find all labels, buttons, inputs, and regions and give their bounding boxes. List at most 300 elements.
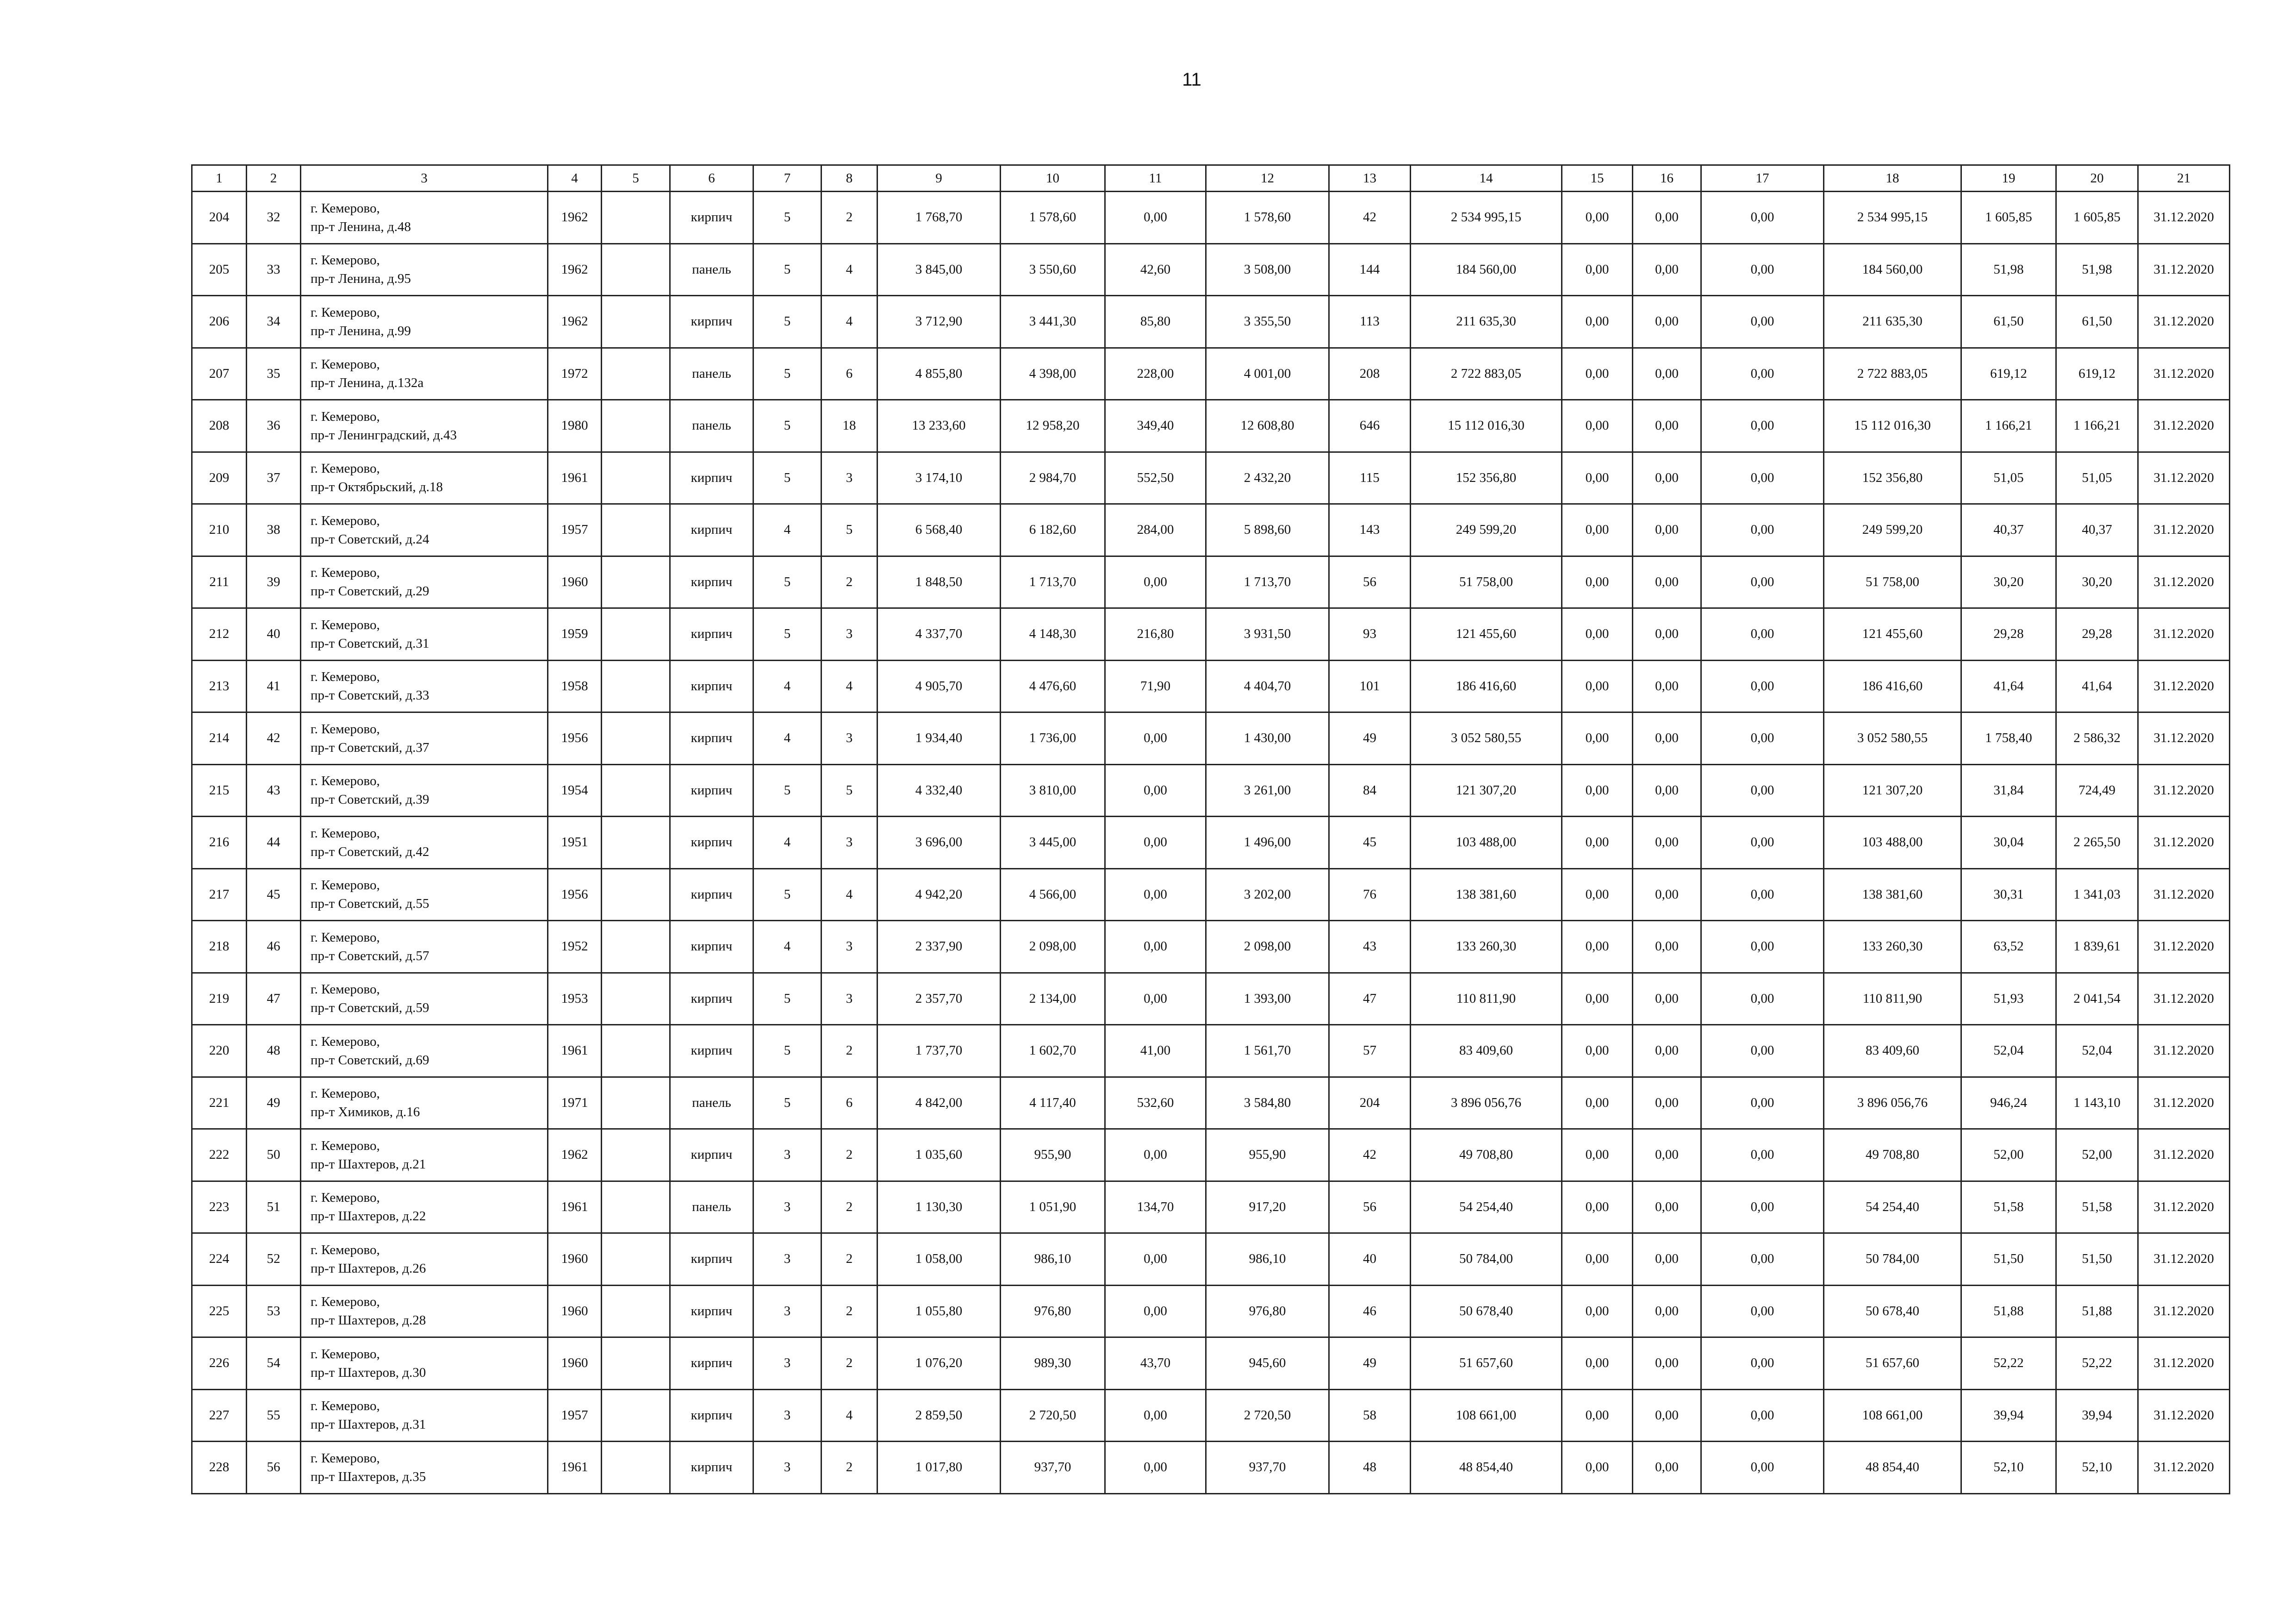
table-cell-col-14: 2 534 995,15 [1411, 192, 1562, 244]
table-cell-col-8: 2 [821, 1233, 877, 1286]
table-cell-col-12: 2 720,50 [1206, 1389, 1329, 1442]
table-cell-col-19: 52,10 [1961, 1442, 2056, 1494]
address-cell [301, 1389, 548, 1442]
table-cell-col-4: 1959 [548, 608, 602, 661]
address-line: г. Кемерово, [311, 1242, 380, 1257]
table-cell-col-19: 51,58 [1961, 1181, 2056, 1233]
table-cell-col-7: 5 [753, 973, 821, 1025]
table-cell-col-11: 0,00 [1105, 1442, 1206, 1494]
table-cell-col-4: 1951 [548, 817, 602, 869]
address-line: г. Кемерово, [311, 200, 380, 216]
table-cell-col-17: 0,00 [1701, 296, 1824, 348]
table-cell-col-21: 31.12.2020 [2138, 764, 2230, 817]
table-cell-col-14: 249 599,20 [1411, 504, 1562, 556]
address-cell [301, 1181, 548, 1233]
table-cell-col-12: 1 713,70 [1206, 556, 1329, 608]
table-cell-col-12: 1 561,70 [1206, 1025, 1329, 1077]
table-cell-col-8: 2 [821, 1285, 877, 1337]
table-cell-col-19: 946,24 [1961, 1077, 2056, 1129]
table-cell-col-4: 1980 [548, 400, 602, 452]
table-cell-col-10: 4 476,60 [1001, 660, 1105, 712]
address-line: пр-т Шахтеров, д.28 [311, 1313, 426, 1328]
table-cell-col-20: 52,10 [2056, 1442, 2138, 1494]
table-cell-col-4: 1962 [548, 1129, 602, 1181]
table-cell-col-5 [602, 1181, 670, 1233]
table-cell-col-13: 42 [1329, 192, 1411, 244]
table-cell-col-4: 1961 [548, 452, 602, 504]
table-cell-col-16: 0,00 [1633, 712, 1701, 765]
table-cell-col-15: 0,00 [1562, 192, 1633, 244]
table-cell-col-16: 0,00 [1633, 973, 1701, 1025]
table-cell-col-18: 110 811,90 [1824, 973, 1961, 1025]
table-cell-col-21: 31.12.2020 [2138, 608, 2230, 661]
table-cell-col-5 [602, 764, 670, 817]
table-cell-col-7: 5 [753, 1025, 821, 1077]
table-cell-col-5 [602, 400, 670, 452]
table-cell-col-6: кирпич [670, 296, 753, 348]
table-cell-col-6: кирпич [670, 504, 753, 556]
address-line: г. Кемерово, [311, 878, 380, 893]
table-cell-col-2: 34 [247, 296, 301, 348]
address-cell [301, 660, 548, 712]
table-cell-col-18: 108 661,00 [1824, 1389, 1961, 1442]
table-cell-col-14: 83 409,60 [1411, 1025, 1562, 1077]
table-cell-col-11: 0,00 [1105, 764, 1206, 817]
table-cell-col-1: 225 [192, 1285, 247, 1337]
address-line: пр-т Шахтеров, д.22 [311, 1209, 426, 1224]
table-cell-col-14: 110 811,90 [1411, 973, 1562, 1025]
table-cell-col-1: 209 [192, 452, 247, 504]
table-cell-col-12: 3 202,00 [1206, 868, 1329, 921]
table-cell-col-21: 31.12.2020 [2138, 1337, 2230, 1390]
table-cell-col-2: 49 [247, 1077, 301, 1129]
table-cell-col-7: 5 [753, 400, 821, 452]
table-cell-col-10: 1 051,90 [1001, 1181, 1105, 1233]
table-cell-col-2: 35 [247, 348, 301, 400]
table-row [192, 764, 2230, 817]
table-cell-col-7: 5 [753, 1077, 821, 1129]
table-cell-col-20: 51,50 [2056, 1233, 2138, 1286]
address-line: г. Кемерово, [311, 721, 380, 737]
table-cell-col-4: 1962 [548, 192, 602, 244]
table-cell-col-15: 0,00 [1562, 1285, 1633, 1337]
table-cell-col-20: 51,05 [2056, 452, 2138, 504]
address-line: г. Кемерово, [311, 1294, 380, 1310]
address-cell [301, 1285, 548, 1337]
table-cell-col-11: 71,90 [1105, 660, 1206, 712]
table-cell-col-18: 186 416,60 [1824, 660, 1961, 712]
table-cell-col-12: 3 584,80 [1206, 1077, 1329, 1129]
table-cell-col-19: 52,04 [1961, 1025, 2056, 1077]
table-cell-col-4: 1952 [548, 921, 602, 973]
table-cell-col-21: 31.12.2020 [2138, 1025, 2230, 1077]
table-cell-col-5 [602, 1077, 670, 1129]
table-cell-col-2: 43 [247, 764, 301, 817]
page-number: 11 [1182, 69, 1201, 90]
table-cell-col-15: 0,00 [1562, 1442, 1633, 1494]
table-cell-col-9: 4 337,70 [877, 608, 1001, 661]
table-cell-col-13: 204 [1329, 1077, 1411, 1129]
table-cell-col-12: 3 261,00 [1206, 764, 1329, 817]
table-row [192, 1233, 2230, 1286]
table-cell-col-13: 113 [1329, 296, 1411, 348]
table-cell-col-11: 0,00 [1105, 1285, 1206, 1337]
table-cell-col-20: 52,22 [2056, 1337, 2138, 1390]
table-cell-col-21: 31.12.2020 [2138, 1181, 2230, 1233]
table-cell-col-2: 44 [247, 817, 301, 869]
table-cell-col-19: 30,20 [1961, 556, 2056, 608]
table-cell-col-1: 218 [192, 921, 247, 973]
table-cell-col-11: 41,00 [1105, 1025, 1206, 1077]
address-cell [301, 244, 548, 296]
table-cell-col-18: 54 254,40 [1824, 1181, 1961, 1233]
table-cell-col-13: 45 [1329, 817, 1411, 869]
address-line: пр-т Советский, д.37 [311, 740, 429, 755]
table-cell-col-6: панель [670, 348, 753, 400]
table-cell-col-9: 1 017,80 [877, 1442, 1001, 1494]
table-cell-col-13: 43 [1329, 921, 1411, 973]
table-cell-col-19: 30,31 [1961, 868, 2056, 921]
address-line: пр-т Советский, д.31 [311, 636, 429, 651]
column-header-1: 1 [192, 165, 247, 192]
table-cell-col-18: 184 560,00 [1824, 244, 1961, 296]
table-cell-col-4: 1953 [548, 973, 602, 1025]
table-header [192, 165, 2230, 192]
table-cell-col-4: 1960 [548, 556, 602, 608]
address-line: пр-т Шахтеров, д.30 [311, 1365, 426, 1380]
table-cell-col-21: 31.12.2020 [2138, 192, 2230, 244]
table-cell-col-9: 1 737,70 [877, 1025, 1001, 1077]
table-cell-col-10: 3 441,30 [1001, 296, 1105, 348]
table-cell-col-13: 47 [1329, 973, 1411, 1025]
table-row [192, 1337, 2230, 1390]
table-cell-col-18: 133 260,30 [1824, 921, 1961, 973]
table-cell-col-16: 0,00 [1633, 1025, 1701, 1077]
table-cell-col-7: 3 [753, 1389, 821, 1442]
table-cell-col-21: 31.12.2020 [2138, 1442, 2230, 1494]
table-cell-col-17: 0,00 [1701, 504, 1824, 556]
column-header-19: 19 [1961, 165, 2056, 192]
table-cell-col-1: 215 [192, 764, 247, 817]
table-cell-col-6: панель [670, 400, 753, 452]
address-cell [301, 921, 548, 973]
table-cell-col-13: 46 [1329, 1285, 1411, 1337]
table-cell-col-12: 3 931,50 [1206, 608, 1329, 661]
table-cell-col-16: 0,00 [1633, 348, 1701, 400]
table-cell-col-12: 1 393,00 [1206, 973, 1329, 1025]
address-line: пр-т Советский, д.29 [311, 584, 429, 599]
table-cell-col-2: 41 [247, 660, 301, 712]
address-cell [301, 973, 548, 1025]
table-cell-col-19: 39,94 [1961, 1389, 2056, 1442]
table-cell-col-1: 207 [192, 348, 247, 400]
address-line: пр-т Ленина, д.48 [311, 219, 411, 234]
table-cell-col-21: 31.12.2020 [2138, 817, 2230, 869]
table-cell-col-12: 986,10 [1206, 1233, 1329, 1286]
address-cell [301, 452, 548, 504]
table-cell-col-6: кирпич [670, 712, 753, 765]
column-header-10: 10 [1001, 165, 1105, 192]
table-cell-col-11: 0,00 [1105, 973, 1206, 1025]
table-cell-col-9: 3 696,00 [877, 817, 1001, 869]
table-cell-col-19: 52,00 [1961, 1129, 2056, 1181]
table-row [192, 244, 2230, 296]
table-cell-col-13: 57 [1329, 1025, 1411, 1077]
table-cell-col-6: кирпич [670, 973, 753, 1025]
table-cell-col-16: 0,00 [1633, 556, 1701, 608]
table-cell-col-14: 2 722 883,05 [1411, 348, 1562, 400]
table-cell-col-21: 31.12.2020 [2138, 1233, 2230, 1286]
table-cell-col-8: 2 [821, 192, 877, 244]
table-cell-col-10: 12 958,20 [1001, 400, 1105, 452]
table-cell-col-18: 48 854,40 [1824, 1442, 1961, 1494]
table-cell-col-8: 3 [821, 817, 877, 869]
address-cell [301, 1337, 548, 1390]
table-row [192, 973, 2230, 1025]
address-line: г. Кемерово, [311, 1138, 380, 1153]
table-cell-col-18: 49 708,80 [1824, 1129, 1961, 1181]
table-cell-col-9: 1 055,80 [877, 1285, 1001, 1337]
table-row [192, 817, 2230, 869]
table-cell-col-20: 39,94 [2056, 1389, 2138, 1442]
table-cell-col-16: 0,00 [1633, 1285, 1701, 1337]
table-cell-col-8: 2 [821, 1442, 877, 1494]
table-cell-col-21: 31.12.2020 [2138, 296, 2230, 348]
table-cell-col-2: 53 [247, 1285, 301, 1337]
address-line: г. Кемерово, [311, 1346, 380, 1362]
table-cell-col-17: 0,00 [1701, 1389, 1824, 1442]
table-cell-col-20: 1 143,10 [2056, 1077, 2138, 1129]
table-cell-col-14: 186 416,60 [1411, 660, 1562, 712]
address-line: г. Кемерово, [311, 461, 380, 476]
table-cell-col-8: 18 [821, 400, 877, 452]
table-cell-col-8: 2 [821, 1129, 877, 1181]
table-cell-col-17: 0,00 [1701, 1025, 1824, 1077]
address-line: г. Кемерово, [311, 774, 380, 789]
address-line: г. Кемерово, [311, 825, 380, 841]
table-cell-col-15: 0,00 [1562, 504, 1633, 556]
table-cell-col-15: 0,00 [1562, 973, 1633, 1025]
table-cell-col-21: 31.12.2020 [2138, 1077, 2230, 1129]
table-cell-col-9: 1 035,60 [877, 1129, 1001, 1181]
address-line: г. Кемерово, [311, 565, 380, 581]
table-cell-col-15: 0,00 [1562, 1337, 1633, 1390]
table-cell-col-2: 52 [247, 1233, 301, 1286]
table-row [192, 1181, 2230, 1233]
table-cell-col-1: 212 [192, 608, 247, 661]
table-cell-col-17: 0,00 [1701, 1181, 1824, 1233]
table-cell-col-4: 1956 [548, 868, 602, 921]
table-cell-col-15: 0,00 [1562, 921, 1633, 973]
table-cell-col-1: 222 [192, 1129, 247, 1181]
table-cell-col-10: 4 398,00 [1001, 348, 1105, 400]
table-cell-col-19: 52,22 [1961, 1337, 2056, 1390]
table-cell-col-11: 532,60 [1105, 1077, 1206, 1129]
address-cell [301, 296, 548, 348]
table-cell-col-7: 3 [753, 1233, 821, 1286]
table-cell-col-20: 51,58 [2056, 1181, 2138, 1233]
table-cell-col-10: 2 984,70 [1001, 452, 1105, 504]
table-cell-col-20: 61,50 [2056, 296, 2138, 348]
table-cell-col-11: 0,00 [1105, 921, 1206, 973]
table-row [192, 1285, 2230, 1337]
table-cell-col-15: 0,00 [1562, 764, 1633, 817]
table-cell-col-17: 0,00 [1701, 1129, 1824, 1181]
table-cell-col-10: 2 134,00 [1001, 973, 1105, 1025]
table-cell-col-17: 0,00 [1701, 1233, 1824, 1286]
table-cell-col-15: 0,00 [1562, 868, 1633, 921]
table-cell-col-5 [602, 296, 670, 348]
address-line: пр-т Советский, д.39 [311, 792, 429, 807]
table-cell-col-17: 0,00 [1701, 1442, 1824, 1494]
table-cell-col-8: 5 [821, 504, 877, 556]
table-cell-col-15: 0,00 [1562, 1181, 1633, 1233]
table-cell-col-20: 51,98 [2056, 244, 2138, 296]
table-cell-col-1: 208 [192, 400, 247, 452]
table-cell-col-18: 152 356,80 [1824, 452, 1961, 504]
table-cell-col-13: 42 [1329, 1129, 1411, 1181]
address-cell [301, 504, 548, 556]
address-line: пр-т Шахтеров, д.21 [311, 1156, 426, 1172]
table-cell-col-12: 1 578,60 [1206, 192, 1329, 244]
table-cell-col-19: 51,05 [1961, 452, 2056, 504]
address-cell [301, 817, 548, 869]
address-line: пр-т Советский, д.55 [311, 896, 429, 912]
table-cell-col-4: 1954 [548, 764, 602, 817]
table-row [192, 452, 2230, 504]
table-cell-col-5 [602, 1442, 670, 1494]
table-cell-col-4: 1960 [548, 1337, 602, 1390]
table-cell-col-9: 1 076,20 [877, 1337, 1001, 1390]
table-cell-col-16: 0,00 [1633, 192, 1701, 244]
address-line: пр-т Советский, д.59 [311, 1000, 429, 1016]
table-cell-col-21: 31.12.2020 [2138, 504, 2230, 556]
table-cell-col-21: 31.12.2020 [2138, 660, 2230, 712]
table-cell-col-13: 208 [1329, 348, 1411, 400]
column-header-18: 18 [1824, 165, 1961, 192]
table-cell-col-18: 211 635,30 [1824, 296, 1961, 348]
table-cell-col-11: 0,00 [1105, 1389, 1206, 1442]
table-cell-col-6: кирпич [670, 1285, 753, 1337]
table-cell-col-1: 216 [192, 817, 247, 869]
address-cell [301, 556, 548, 608]
table-cell-col-14: 3 896 056,76 [1411, 1077, 1562, 1129]
table-cell-col-11: 0,00 [1105, 1129, 1206, 1181]
table-cell-col-13: 49 [1329, 1337, 1411, 1390]
table-cell-col-6: панель [670, 1181, 753, 1233]
table-cell-col-16: 0,00 [1633, 1129, 1701, 1181]
table-cell-col-11: 42,60 [1105, 244, 1206, 296]
table-cell-col-6: кирпич [670, 1389, 753, 1442]
table-row [192, 348, 2230, 400]
table-cell-col-8: 3 [821, 452, 877, 504]
table-cell-col-19: 51,88 [1961, 1285, 2056, 1337]
table-cell-col-8: 3 [821, 921, 877, 973]
table-cell-col-18: 51 758,00 [1824, 556, 1961, 608]
column-header-7: 7 [753, 165, 821, 192]
table-cell-col-8: 4 [821, 296, 877, 348]
column-header-21: 21 [2138, 165, 2230, 192]
table-cell-col-17: 0,00 [1701, 868, 1824, 921]
table-cell-col-9: 2 859,50 [877, 1389, 1001, 1442]
table-cell-col-19: 63,52 [1961, 921, 2056, 973]
table-cell-col-17: 0,00 [1701, 1337, 1824, 1390]
table-cell-col-5 [602, 556, 670, 608]
column-header-20: 20 [2056, 165, 2138, 192]
address-cell [301, 712, 548, 765]
table-row [192, 608, 2230, 661]
table-cell-col-14: 184 560,00 [1411, 244, 1562, 296]
table-cell-col-16: 0,00 [1633, 868, 1701, 921]
table-cell-col-7: 5 [753, 192, 821, 244]
table-cell-col-15: 0,00 [1562, 1025, 1633, 1077]
table-cell-col-13: 48 [1329, 1442, 1411, 1494]
table-cell-col-6: кирпич [670, 608, 753, 661]
table-cell-col-20: 52,04 [2056, 1025, 2138, 1077]
table-cell-col-16: 0,00 [1633, 504, 1701, 556]
address-line: г. Кемерово, [311, 1034, 380, 1049]
table-cell-col-21: 31.12.2020 [2138, 973, 2230, 1025]
column-header-12: 12 [1206, 165, 1329, 192]
table-cell-col-1: 217 [192, 868, 247, 921]
table-cell-col-18: 138 381,60 [1824, 868, 1961, 921]
table-cell-col-12: 917,20 [1206, 1181, 1329, 1233]
table-cell-col-2: 33 [247, 244, 301, 296]
table-cell-col-20: 724,49 [2056, 764, 2138, 817]
table-cell-col-17: 0,00 [1701, 348, 1824, 400]
address-line: г. Кемерово, [311, 1190, 380, 1206]
address-line: г. Кемерово, [311, 982, 380, 997]
column-header-4: 4 [548, 165, 602, 192]
table-cell-col-20: 619,12 [2056, 348, 2138, 400]
table-cell-col-17: 0,00 [1701, 712, 1824, 765]
table-cell-col-8: 2 [821, 1181, 877, 1233]
table-cell-col-14: 54 254,40 [1411, 1181, 1562, 1233]
table-cell-col-17: 0,00 [1701, 921, 1824, 973]
table-cell-col-1: 211 [192, 556, 247, 608]
table-cell-col-2: 46 [247, 921, 301, 973]
table-cell-col-4: 1960 [548, 1233, 602, 1286]
table-cell-col-1: 213 [192, 660, 247, 712]
table-cell-col-9: 3 174,10 [877, 452, 1001, 504]
table-cell-col-13: 56 [1329, 556, 1411, 608]
table-cell-col-14: 51 657,60 [1411, 1337, 1562, 1390]
table-cell-col-4: 1962 [548, 244, 602, 296]
table-cell-col-18: 83 409,60 [1824, 1025, 1961, 1077]
table-cell-col-6: кирпич [670, 1025, 753, 1077]
address-line: пр-т Шахтеров, д.35 [311, 1469, 426, 1484]
table-cell-col-19: 51,93 [1961, 973, 2056, 1025]
table-cell-col-7: 4 [753, 817, 821, 869]
table-cell-col-4: 1957 [548, 1389, 602, 1442]
table-cell-col-2: 45 [247, 868, 301, 921]
address-line: пр-т Ленина, д.132а [311, 375, 424, 391]
table-cell-col-10: 937,70 [1001, 1442, 1105, 1494]
address-line: пр-т Советский, д.69 [311, 1052, 429, 1068]
table-cell-col-10: 3 445,00 [1001, 817, 1105, 869]
table-cell-col-21: 31.12.2020 [2138, 348, 2230, 400]
column-header-11: 11 [1105, 165, 1206, 192]
table-cell-col-6: кирпич [670, 1233, 753, 1286]
table-cell-col-5 [602, 244, 670, 296]
table-cell-col-19: 31,84 [1961, 764, 2056, 817]
table-cell-col-15: 0,00 [1562, 400, 1633, 452]
table-cell-col-14: 133 260,30 [1411, 921, 1562, 973]
table-cell-col-21: 31.12.2020 [2138, 556, 2230, 608]
table-row [192, 921, 2230, 973]
address-line: г. Кемерово, [311, 357, 380, 372]
table-cell-col-6: кирпич [670, 764, 753, 817]
